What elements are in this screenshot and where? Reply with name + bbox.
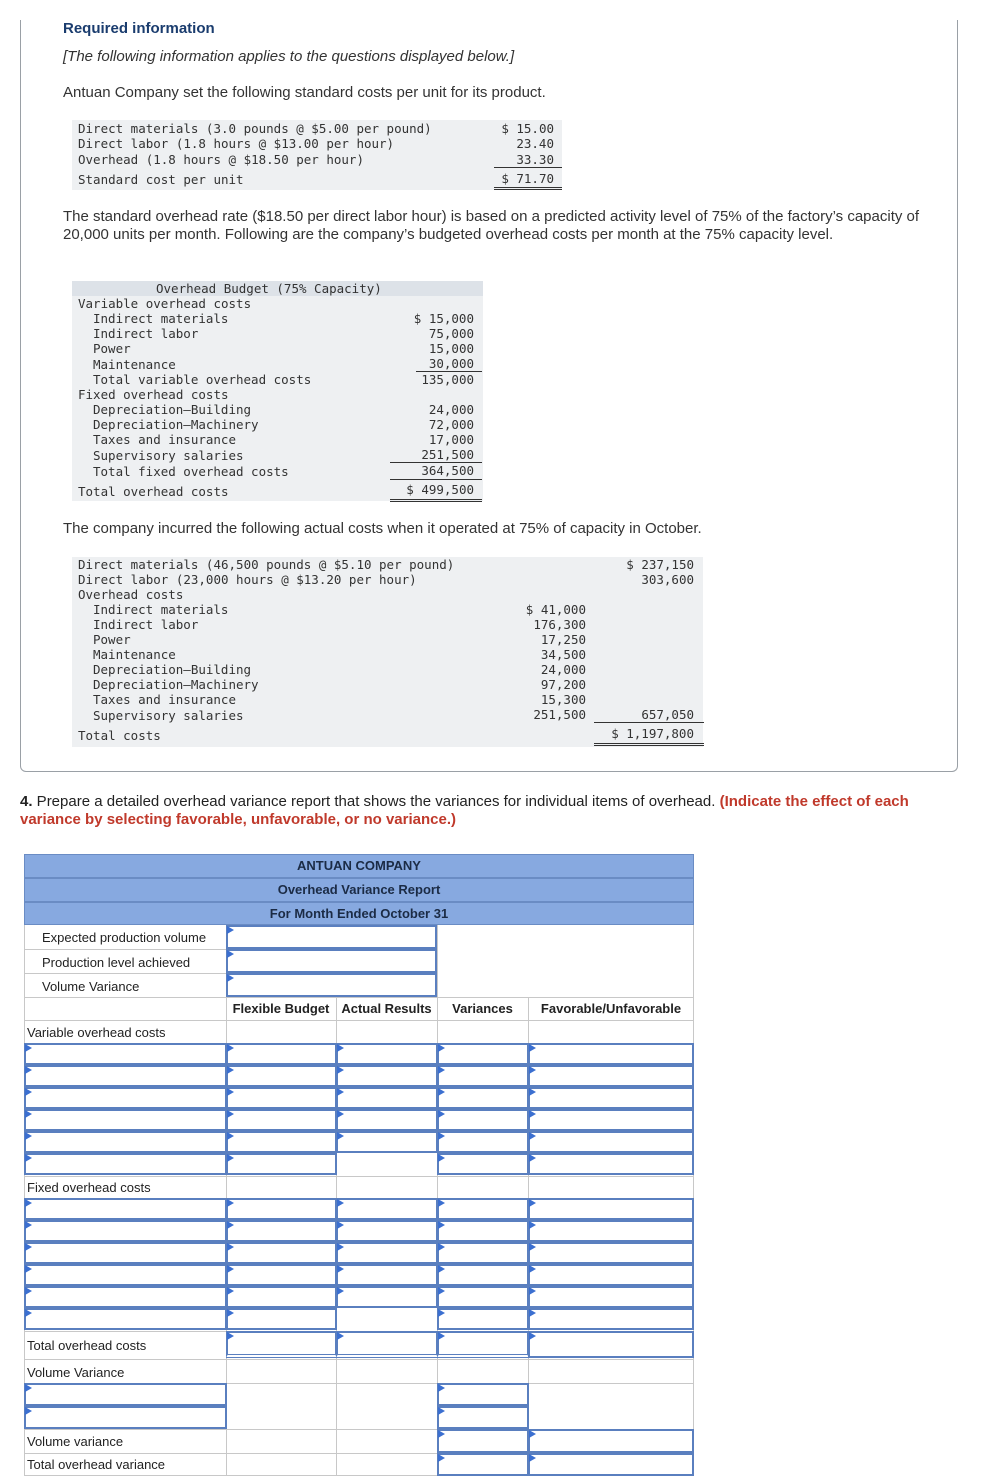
actual-item-value: 15,300 [540, 692, 586, 707]
volume-variance-section-label: Volume Variance [27, 1365, 125, 1380]
row-divider [24, 973, 226, 974]
expected-volume-label: Expected production volume [42, 930, 207, 945]
item-name-input[interactable] [24, 1131, 227, 1153]
favorable-unfavorable-select[interactable] [528, 1198, 694, 1220]
question-text: Prepare a detailed overhead variance report that shows the variances for individual items of overhead. [32, 793, 720, 810]
actual-item-label: Indirect materials [93, 602, 229, 617]
actual-results-input[interactable] [336, 1131, 438, 1153]
flexible-budget-input[interactable] [226, 1043, 337, 1065]
subtotal-favorable-select[interactable] [528, 1153, 694, 1175]
actual-results-input[interactable] [336, 1043, 438, 1065]
volume-variance-label: Volume Variance [42, 979, 140, 994]
actual-item-value: 24,000 [540, 662, 586, 677]
std-row-value: $ 15.00 [501, 121, 554, 136]
flexible-budget-input[interactable] [226, 1286, 337, 1308]
volume-variance-total-input[interactable] [437, 1429, 529, 1453]
item-name-input[interactable] [24, 1087, 227, 1109]
actual-item-label: Power [93, 632, 131, 647]
subtotal-rule [594, 722, 704, 723]
total-variance-input[interactable] [437, 1331, 529, 1358]
subtotal-name-input[interactable] [24, 1308, 227, 1330]
actual-item-label: Indirect labor [93, 617, 199, 632]
favorable-unfavorable-select[interactable] [528, 1109, 694, 1131]
actual-results-input[interactable] [336, 1264, 438, 1286]
fixed-heading: Fixed overhead costs [78, 387, 229, 402]
report-title: Overhead Variance Report [24, 878, 694, 902]
subtotal-rule [494, 167, 562, 168]
actual-dm-label: Direct materials (46,500 pounds @ $5.10 per pound) [78, 557, 455, 572]
intro-text: Antuan Company set the following standard costs per unit for its product. [63, 84, 546, 101]
actual-item-value: 17,250 [540, 632, 586, 647]
budget-item-label: Maintenance [93, 357, 176, 372]
budget-item-label: Power [93, 341, 131, 356]
subtotal-variance-input[interactable] [437, 1153, 529, 1175]
variable-total-value: 135,000 [421, 372, 474, 387]
variance-input[interactable] [437, 1131, 529, 1153]
report-period: For Month Ended October 31 [24, 902, 694, 925]
std-row-label: Direct labor (1.8 hours @ $13.00 per hour) [78, 136, 395, 151]
fixed-total-label: Total fixed overhead costs [93, 464, 289, 479]
achieved-volume-label: Production level achieved [42, 955, 191, 970]
applies-note: [The following information applies to the questions displayed below.] [63, 48, 515, 65]
row-divider [24, 1359, 694, 1360]
actual-results-input[interactable] [336, 1198, 438, 1220]
flexible-budget-input[interactable] [226, 1264, 337, 1286]
grand-total-label: Total overhead costs [78, 484, 229, 499]
subtotal-variance-input[interactable] [437, 1308, 529, 1330]
actual-paragraph: The company incurred the following actual costs when it operated at 75% of capacity in October. [63, 520, 702, 537]
actual-item-label: Depreciation—Machinery [93, 677, 259, 692]
volume-variance-amount-input[interactable] [437, 1383, 529, 1406]
col-favorable-unfavorable: Favorable/Unfavorable [540, 1001, 682, 1016]
budget-item-value: 72,000 [428, 417, 474, 432]
variance-input[interactable] [437, 1043, 529, 1065]
total-flexible-input[interactable] [226, 1331, 337, 1358]
actual-results-input[interactable] [336, 1242, 438, 1264]
actual-item-value: 176,300 [533, 617, 586, 632]
variance-input[interactable] [437, 1198, 529, 1220]
favorable-unfavorable-select[interactable] [528, 1286, 694, 1308]
row-divider [24, 1176, 694, 1177]
volume-variance-name-input[interactable] [24, 1406, 227, 1429]
actual-item-value: 251,500 [533, 707, 586, 722]
item-name-input[interactable] [24, 1198, 227, 1220]
variance-input[interactable] [437, 1242, 529, 1264]
favorable-unfavorable-select[interactable] [528, 1043, 694, 1065]
item-name-input[interactable] [24, 1242, 227, 1264]
col-variances: Variances [452, 1001, 513, 1016]
actual-overhead-heading: Overhead costs [78, 587, 184, 602]
variance-input[interactable] [437, 1286, 529, 1308]
required-heading: Required information [63, 20, 215, 37]
actual-item-label: Depreciation—Building [93, 662, 252, 677]
favorable-unfavorable-select[interactable] [528, 1264, 694, 1286]
favorable-unfavorable-select[interactable] [528, 1220, 694, 1242]
subtotal-flexible-input[interactable] [226, 1308, 337, 1330]
total-overhead-variance-label: Total overhead variance [27, 1457, 166, 1472]
flexible-budget-input[interactable] [226, 1198, 337, 1220]
col-actual-results: Actual Results [341, 1001, 432, 1016]
actual-total-value: $ 1,197,800 [611, 726, 694, 741]
budget-item-value: 15,000 [428, 341, 474, 356]
volume-variance-name-input[interactable] [24, 1383, 227, 1406]
actual-item-value: 34,500 [540, 647, 586, 662]
subtotal-rule [390, 479, 482, 480]
total-favorable-select[interactable] [528, 1331, 694, 1358]
favorable-unfavorable-select[interactable] [528, 1087, 694, 1109]
actual-dm-value: $ 237,150 [626, 557, 694, 572]
item-name-input[interactable] [24, 1286, 227, 1308]
subtotal-favorable-select[interactable] [528, 1308, 694, 1330]
variable-section-heading: Variable overhead costs [27, 1025, 166, 1040]
actual-item-label: Taxes and insurance [93, 692, 236, 707]
total-variance-favorable-select[interactable] [528, 1453, 694, 1476]
total-actual-input[interactable] [336, 1331, 438, 1358]
actual-results-input[interactable] [336, 1109, 438, 1131]
budget-item-value: 24,000 [428, 402, 474, 417]
budget-item-label: Depreciation—Machinery [93, 417, 259, 432]
actual-total-label: Total costs [78, 728, 161, 743]
actual-results-input[interactable] [336, 1220, 438, 1242]
item-name-input[interactable] [24, 1264, 227, 1286]
variance-input[interactable] [437, 1264, 529, 1286]
std-row-value: 33.30 [516, 152, 554, 167]
actual-overhead-total: 657,050 [641, 707, 694, 722]
budget-item-label: Supervisory salaries [93, 448, 244, 463]
row-divider [24, 949, 226, 950]
achieved-volume-input[interactable] [226, 949, 437, 973]
fixed-section-heading: Fixed overhead costs [27, 1180, 151, 1195]
overhead-paragraph: The standard overhead rate ($18.50 per direct labor hour) is based on a predicted activity level of 75% of the factory’s capacity of 20,000 units per month. Following are the company’s budgeted overhead costs per month at the 75% capacity level. [63, 208, 920, 243]
std-row-label: Direct materials (3.0 pounds @ $5.00 per pound) [78, 121, 432, 136]
variance-input[interactable] [437, 1065, 529, 1087]
flexible-budget-input[interactable] [226, 1087, 337, 1109]
actual-results-input[interactable] [336, 1286, 438, 1308]
flexible-budget-input[interactable] [226, 1109, 337, 1131]
actual-dl-label: Direct labor (23,000 hours @ $13.20 per hour) [78, 572, 417, 587]
question-4 [20, 793, 970, 829]
favorable-unfavorable-select[interactable] [528, 1242, 694, 1264]
actual-dl-value: 303,600 [641, 572, 694, 587]
budget-item-value: 30,000 [428, 356, 474, 371]
variance-input[interactable] [437, 1220, 529, 1242]
std-row-value: 23.40 [516, 136, 554, 151]
variance-input[interactable] [437, 1087, 529, 1109]
variance-input[interactable] [437, 1109, 529, 1131]
flexible-budget-input[interactable] [226, 1220, 337, 1242]
variable-heading: Variable overhead costs [78, 296, 252, 311]
item-name-input[interactable] [24, 1065, 227, 1087]
total-double-rule [390, 499, 482, 502]
budget-item-label: Indirect materials [93, 311, 229, 326]
volume-variance-input[interactable] [226, 973, 437, 997]
item-name-input[interactable] [24, 1220, 227, 1242]
row-divider [24, 997, 694, 998]
budget-item-value: $ 15,000 [413, 311, 474, 326]
actual-results-input[interactable] [336, 1065, 438, 1087]
variable-total-label: Total variable overhead costs [93, 372, 312, 387]
grand-total-value: $ 499,500 [406, 482, 474, 497]
question-instruction: (Indicate the effect of each variance by selecting favorable, unfavorable, or no variance.) [20, 793, 909, 828]
actual-item-label: Supervisory salaries [93, 708, 244, 723]
volume-variance-row-label: Volume variance [27, 1434, 124, 1449]
budget-item-value: 251,500 [421, 447, 474, 462]
budget-title: Overhead Budget (75% Capacity) [156, 281, 382, 296]
actual-item-label: Maintenance [93, 647, 176, 662]
item-name-input[interactable] [24, 1109, 227, 1131]
volume-variance-amount-input[interactable] [437, 1406, 529, 1429]
subtotal-flexible-input[interactable] [226, 1153, 337, 1175]
budget-item-label: Taxes and insurance [93, 432, 236, 447]
actual-item-value: 97,200 [540, 677, 586, 692]
std-total-label: Standard cost per unit [78, 172, 244, 187]
std-total-value: $ 71.70 [501, 171, 554, 186]
std-row-label: Overhead (1.8 hours @ $18.50 per hour) [78, 152, 364, 167]
total-double-rule [494, 187, 562, 190]
subtotal-name-input[interactable] [24, 1153, 227, 1175]
fixed-total-value: 364,500 [421, 463, 474, 478]
total-variance-total-input[interactable] [437, 1453, 529, 1476]
flexible-budget-input[interactable] [226, 1242, 337, 1264]
total-overhead-label: Total overhead costs [27, 1338, 147, 1353]
item-name-input[interactable] [24, 1043, 227, 1065]
row-divider [24, 1020, 694, 1021]
budget-item-value: 17,000 [428, 432, 474, 447]
question-number: 4. [20, 793, 33, 810]
actual-results-input[interactable] [336, 1087, 438, 1109]
total-double-rule [594, 743, 704, 746]
budget-item-label: Depreciation—Building [93, 402, 252, 417]
flexible-budget-input[interactable] [226, 1065, 337, 1087]
actual-item-value: $ 41,000 [525, 602, 586, 617]
budget-item-value: 75,000 [428, 326, 474, 341]
favorable-unfavorable-select[interactable] [528, 1065, 694, 1087]
flexible-budget-input[interactable] [226, 1131, 337, 1153]
expected-volume-input[interactable] [226, 925, 437, 949]
col-flexible-budget: Flexible Budget [232, 1001, 330, 1016]
report-company: ANTUAN COMPANY [24, 854, 694, 878]
budget-item-label: Indirect labor [93, 326, 199, 341]
favorable-unfavorable-select[interactable] [528, 1131, 694, 1153]
volume-variance-favorable-select[interactable] [528, 1429, 694, 1453]
